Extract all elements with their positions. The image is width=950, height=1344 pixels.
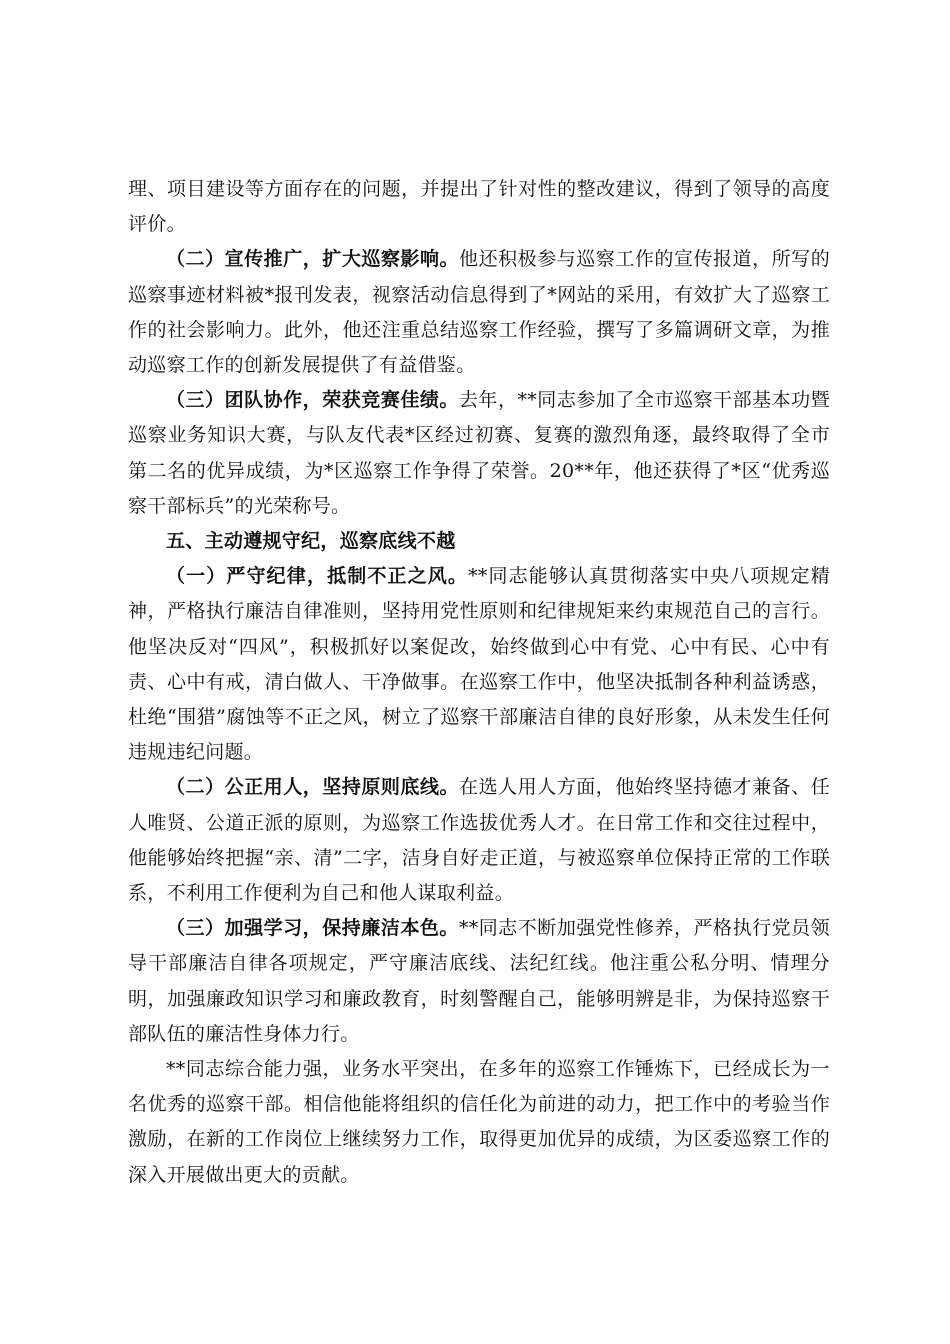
paragraph-text: 在选人用人方面，他始终坚持德才兼备、任人唯贤、公道正派的原则，为巡察工作选拔优秀人才。在日常工作和交往过程中，他能够始终把握“亲、清”二字，洁身自好走正道，与被巡察单位保持正常的工作联系，不利用工作便利为自己和他人谋取利益。 (128, 776, 830, 905)
paragraph-lead: （一）严守纪律，抵制不正之风。 (166, 565, 469, 588)
paragraph-conclusion (128, 1052, 830, 1193)
paragraph-teamwork (128, 383, 830, 524)
paragraph-text: **同志不断加强党性修养，严格执行党员领导干部廉洁自律各项规定，严守廉洁底线、法纪红线。他注重公私分明、情理分明，加强廉政知识学习和廉政教育，时刻警醒自己，能够明辨是非，为保持巡察干部队伍的廉洁性身体力行。 (128, 917, 830, 1045)
paragraph-discipline (128, 559, 830, 770)
paragraph-lead: （二）宣传推广，扩大巡察影响。 (166, 248, 460, 271)
paragraph-text: **同志能够认真贯彻落实中央八项规定精神，严格执行廉洁自律准则，坚持用党性原则和纪律规矩来约束规范自己的言行。他坚决反对“四风”，积极抓好以案促改，始终做到心中有党、心中有民、心中有责、心中有戒，清白做人、干净做事。在巡察工作中，他坚决抵制各种利益诱惑，杜绝“围猎”腐蚀等不正之风，树立了巡察干部廉洁自律的良好形象，从未发生任何违规违纪问题。 (128, 565, 830, 764)
paragraph-lead: （三）团队协作，荣获竞赛佳绩。 (166, 389, 459, 412)
paragraph-publicity (128, 242, 830, 383)
paragraph-continuation (128, 172, 830, 242)
paragraph-lead: （三）加强学习，保持廉洁本色。 (166, 917, 459, 940)
paragraph-text: **同志综合能力强，业务水平突出，在多年的巡察工作锤炼下，已经成长为一名优秀的巡察干部。相信他能将组织的信任化为前进的动力，把工作中的考验当作激励，在新的工作岗位上继续努力工作，取得更加优异的成绩，为区委巡察工作的深入开展做出更大的贡献。 (128, 1058, 830, 1186)
paragraph-text: 理、项目建设等方面存在的问题，并提出了针对性的整改建议，得到了领导的高度评价。 (128, 178, 830, 236)
paragraph-fair-appointment (128, 770, 830, 911)
paragraph-lead: （二）公正用人，坚持原则底线。 (166, 776, 460, 799)
paragraph-integrity (128, 911, 830, 1052)
paragraph-text: 去年，**同志参加了全市巡察干部基本功暨巡察业务知识大赛，与队友代表*区经过初赛、复赛的激烈角逐，最终取得了全市第二名的优异成绩，为*区巡察工作争得了荣誉。20**年，他还获得了*区“优秀巡察干部标兵”的光荣称号。 (128, 389, 830, 517)
document-body (128, 172, 830, 1193)
paragraph-text: 他还积极参与巡察工作的宣传报道，所写的巡察事迹材料被*报刊发表，视察活动信息得到了*网站的采用，有效扩大了巡察工作的社会影响力。此外，他还注重总结巡察工作经验，撰写了多篇调研文章，为推动巡察工作的创新发展提供了有益借鉴。 (128, 248, 830, 377)
section-heading: 五、主动遵规守纪，巡察底线不越 (166, 530, 456, 553)
